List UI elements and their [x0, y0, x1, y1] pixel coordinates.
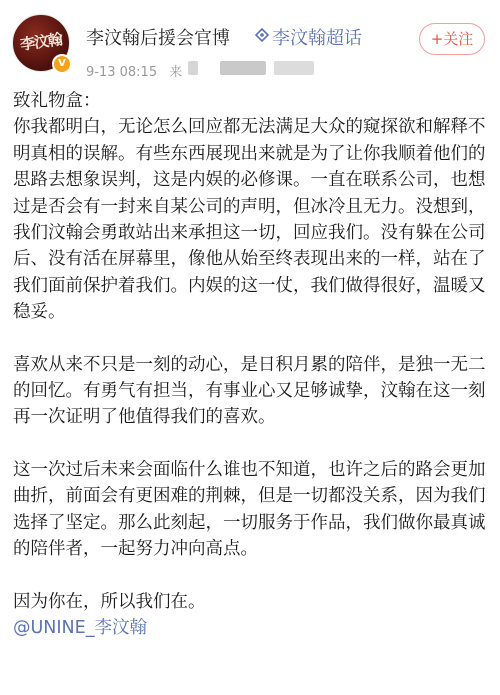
post-body [13, 88, 495, 641]
super-topic-link[interactable]: 李汶翰超话 [272, 28, 362, 49]
mention-link[interactable]: @UNINE_李汶翰 [13, 617, 147, 638]
author-name[interactable]: 李汶翰后援会官博 [86, 28, 230, 49]
redacted-block [220, 61, 266, 75]
post-paragraph: 你我都明白，无论怎么回应都无法满足大众的窥探欲和解释不明真相的误解。有些东西展现出来就是为了让你我顺着他们的思路去想象误判，这是内娱的必修课。一直在联系公司，也想过是否会有一封来自某公司的声明，但冰冷且无力。没想到，我们汶翰会勇敢站出来承担这一切，回应我们。没有躲在公司后、没有活在屏幕里，像他从始至终表现出来的一样，站在了我们面前保护着我们。内娱的这一仗，我们做得很好，温暖又稳妥。 [13, 117, 486, 323]
post-meta [86, 61, 182, 80]
post-paragraph: 喜欢从来不只是一刻的动心，是日积月累的陪伴，是独一无二的回忆。有勇气有担当，有事业心又足够诚挚，汶翰在这一刻再一次证明了他值得我们的喜欢。 [13, 354, 486, 428]
follow-button[interactable]: +关注 [419, 23, 485, 55]
post-paragraph: 致礼物盒： [13, 91, 101, 111]
post-header [0, 0, 500, 90]
post-paragraph: 因为你在，所以我们在。 [13, 591, 206, 612]
redacted-block [274, 61, 314, 75]
avatar-logo-text: 李汶翰 [19, 30, 64, 54]
redacted-block [188, 61, 198, 75]
verified-badge-icon: V [52, 54, 72, 74]
post-time: 9-13 08:15 [86, 65, 158, 80]
super-topic-icon [255, 28, 269, 42]
post-paragraph: 这一次过后未来会面临什么谁也不知道，也许之后的路会更加曲折，前面会有更困难的荆棘，但是一切都没关系，因为我们选择了坚定。那么此刻起，一切服务于作品，我们做你最真诚的陪伴者，一起努力冲向高点。 [13, 459, 486, 560]
post-source-prefix: 来 [169, 65, 183, 80]
